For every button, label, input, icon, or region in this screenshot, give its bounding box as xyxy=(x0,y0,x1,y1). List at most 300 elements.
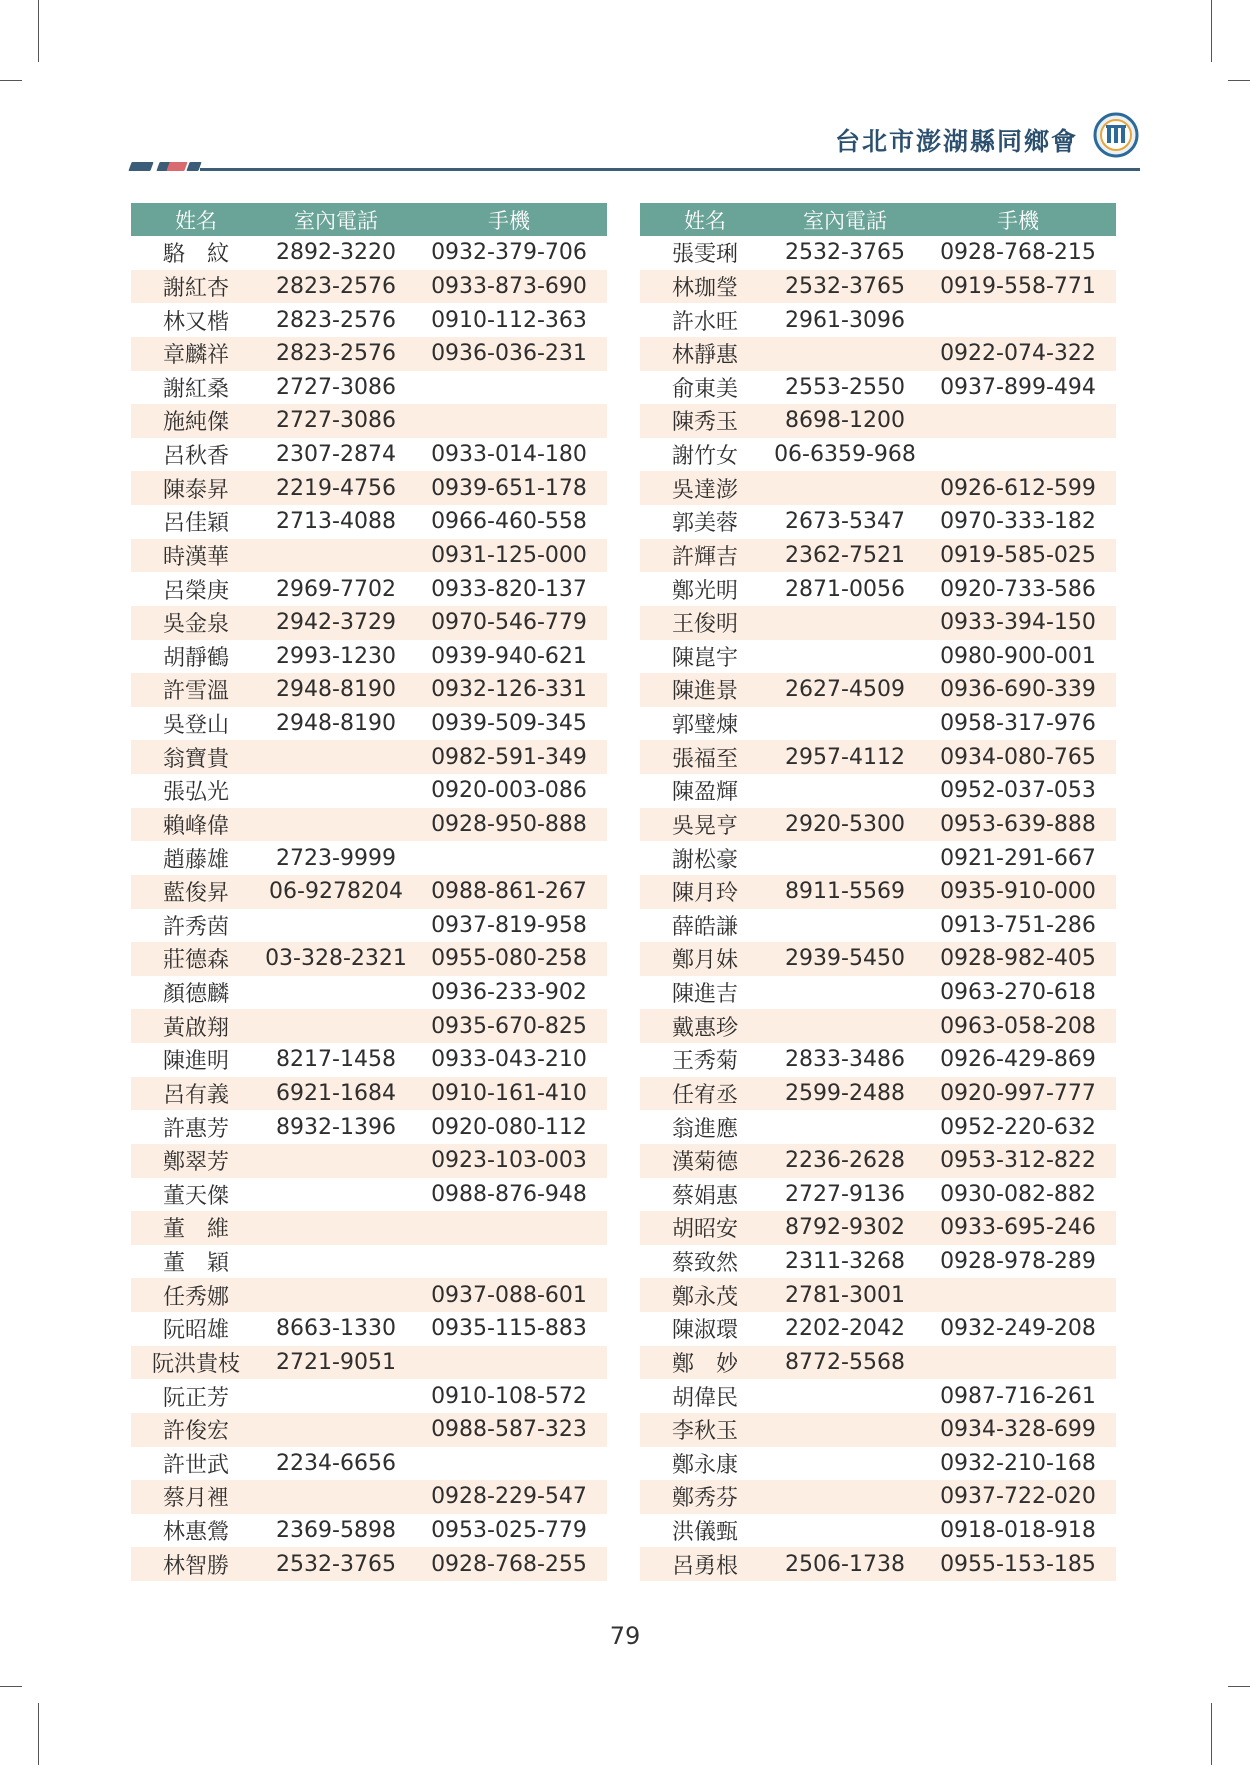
member-name-cell: 王秀菊 xyxy=(640,1043,770,1077)
home-phone-cell: 2942-3729 xyxy=(261,606,411,640)
member-name-cell: 阮正芳 xyxy=(131,1379,261,1413)
home-phone-cell xyxy=(261,1245,411,1279)
table-row xyxy=(131,1379,607,1413)
mobile-phone-cell: 0910-108-572 xyxy=(411,1379,607,1413)
member-name-cell: 黃啟翔 xyxy=(131,1009,261,1043)
mobile-phone-cell: 0933-820-137 xyxy=(411,572,607,606)
table-row xyxy=(131,673,607,707)
table-row xyxy=(131,1547,607,1581)
home-phone-cell: 2219-4756 xyxy=(261,471,411,505)
home-phone-cell: 2307-2874 xyxy=(261,438,411,472)
table-row xyxy=(640,1547,1116,1581)
home-phone-cell xyxy=(770,1110,920,1144)
home-phone-cell: 2369-5898 xyxy=(261,1514,411,1548)
member-name-cell: 吳晃亨 xyxy=(640,808,770,842)
member-name-cell: 許俊宏 xyxy=(131,1413,261,1447)
mobile-phone-cell xyxy=(920,303,1116,337)
mobile-phone-cell: 0953-025-779 xyxy=(411,1514,607,1548)
table-row xyxy=(640,1245,1116,1279)
member-name-cell: 許水旺 xyxy=(640,303,770,337)
mobile-phone-cell xyxy=(411,841,607,875)
table-row xyxy=(640,875,1116,909)
member-name-cell: 藍俊昇 xyxy=(131,875,261,909)
table-row xyxy=(131,1009,607,1043)
home-phone-cell xyxy=(261,1144,411,1178)
member-name-cell: 顏德麟 xyxy=(131,976,261,1010)
mobile-phone-cell: 0928-978-289 xyxy=(920,1245,1116,1279)
member-name-cell: 任宥丞 xyxy=(640,1077,770,1111)
mobile-phone-cell: 0933-695-246 xyxy=(920,1211,1116,1245)
member-name-cell: 許惠芳 xyxy=(131,1110,261,1144)
table-row xyxy=(640,270,1116,304)
mobile-phone-cell: 0988-861-267 xyxy=(411,875,607,909)
table-row xyxy=(640,1077,1116,1111)
member-name-cell: 胡偉民 xyxy=(640,1379,770,1413)
column-header-phone: 室內電話 xyxy=(770,203,920,236)
mobile-phone-cell xyxy=(411,371,607,405)
table-row xyxy=(640,707,1116,741)
home-phone-cell xyxy=(770,909,920,943)
mobile-phone-cell: 0933-043-210 xyxy=(411,1043,607,1077)
table-row xyxy=(131,909,607,943)
table-row xyxy=(640,438,1116,472)
table-row xyxy=(131,1144,607,1178)
home-phone-cell: 8217-1458 xyxy=(261,1043,411,1077)
home-phone-cell xyxy=(770,976,920,1010)
member-name-cell: 吳金泉 xyxy=(131,606,261,640)
mobile-phone-cell: 0920-997-777 xyxy=(920,1077,1116,1111)
home-phone-cell xyxy=(770,471,920,505)
table-row xyxy=(131,1178,607,1212)
mobile-phone-cell: 0934-080-765 xyxy=(920,740,1116,774)
member-name-cell: 許雪溫 xyxy=(131,673,261,707)
home-phone-cell: 2823-2576 xyxy=(261,270,411,304)
table-row xyxy=(131,572,607,606)
crop-mark xyxy=(1211,1703,1212,1765)
mobile-phone-cell: 0921-291-667 xyxy=(920,841,1116,875)
header-stripe xyxy=(128,162,153,171)
mobile-phone-cell: 0933-394-150 xyxy=(920,606,1116,640)
table-row xyxy=(640,539,1116,573)
table-row xyxy=(640,740,1116,774)
table-row xyxy=(131,1278,607,1312)
mobile-phone-cell: 0928-950-888 xyxy=(411,808,607,842)
table-row xyxy=(640,774,1116,808)
table-row xyxy=(640,1312,1116,1346)
member-name-cell: 陳泰昇 xyxy=(131,471,261,505)
member-name-cell: 鄭光明 xyxy=(640,572,770,606)
home-phone-cell: 8792-9302 xyxy=(770,1211,920,1245)
home-phone-cell: 2969-7702 xyxy=(261,572,411,606)
member-name-cell: 陳進吉 xyxy=(640,976,770,1010)
table-row xyxy=(131,236,607,270)
mobile-phone-cell: 0939-940-621 xyxy=(411,640,607,674)
table-row xyxy=(131,1110,607,1144)
mobile-phone-cell: 0932-210-168 xyxy=(920,1447,1116,1481)
member-name-cell: 林智勝 xyxy=(131,1547,261,1581)
mobile-phone-cell: 0932-249-208 xyxy=(920,1312,1116,1346)
member-name-cell: 阮昭雄 xyxy=(131,1312,261,1346)
home-phone-cell: 2234-6656 xyxy=(261,1447,411,1481)
home-phone-cell: 2553-2550 xyxy=(770,371,920,405)
mobile-phone-cell: 0982-591-349 xyxy=(411,740,607,774)
member-name-cell: 胡靜鶴 xyxy=(131,640,261,674)
table-row xyxy=(640,673,1116,707)
home-phone-cell xyxy=(261,1413,411,1447)
column-header-phone: 室內電話 xyxy=(261,203,411,236)
mobile-phone-cell: 0953-312-822 xyxy=(920,1144,1116,1178)
member-table-left xyxy=(131,203,607,1581)
mobile-phone-cell: 0939-509-345 xyxy=(411,707,607,741)
home-phone-cell xyxy=(770,1009,920,1043)
home-phone-cell: 2920-5300 xyxy=(770,808,920,842)
home-phone-cell xyxy=(261,740,411,774)
home-phone-cell xyxy=(770,841,920,875)
table-row xyxy=(131,1077,607,1111)
mobile-phone-cell: 0928-768-215 xyxy=(920,236,1116,270)
table-row xyxy=(640,909,1116,943)
table-row xyxy=(640,1480,1116,1514)
column-header-mobile: 手機 xyxy=(411,203,607,236)
table-row xyxy=(640,1514,1116,1548)
home-phone-cell: 8932-1396 xyxy=(261,1110,411,1144)
home-phone-cell xyxy=(261,909,411,943)
home-phone-cell: 2599-2488 xyxy=(770,1077,920,1111)
member-name-cell: 張弘光 xyxy=(131,774,261,808)
mobile-phone-cell: 0936-690-339 xyxy=(920,673,1116,707)
home-phone-cell: 2506-1738 xyxy=(770,1547,920,1581)
home-phone-cell: 2957-4112 xyxy=(770,740,920,774)
home-phone-cell xyxy=(261,976,411,1010)
member-name-cell: 俞東美 xyxy=(640,371,770,405)
home-phone-cell: 8911-5569 xyxy=(770,875,920,909)
home-phone-cell: 2202-2042 xyxy=(770,1312,920,1346)
mobile-phone-cell: 0930-082-882 xyxy=(920,1178,1116,1212)
mobile-phone-cell: 0932-379-706 xyxy=(411,236,607,270)
member-name-cell: 謝松豪 xyxy=(640,841,770,875)
home-phone-cell xyxy=(261,774,411,808)
table-row xyxy=(640,1346,1116,1380)
member-name-cell: 張福至 xyxy=(640,740,770,774)
mobile-phone-cell: 0920-080-112 xyxy=(411,1110,607,1144)
table-row xyxy=(640,505,1116,539)
member-name-cell: 薛皓謙 xyxy=(640,909,770,943)
member-name-cell: 吳登山 xyxy=(131,707,261,741)
mobile-phone-cell: 0963-058-208 xyxy=(920,1009,1116,1043)
member-name-cell: 阮洪貴枝 xyxy=(131,1346,261,1380)
table-row xyxy=(131,875,607,909)
home-phone-cell: 2892-3220 xyxy=(261,236,411,270)
member-name-cell: 鄭月妹 xyxy=(640,942,770,976)
mobile-phone-cell: 0937-088-601 xyxy=(411,1278,607,1312)
table-row xyxy=(131,976,607,1010)
member-name-cell: 陳秀玉 xyxy=(640,404,770,438)
mobile-phone-cell: 0932-126-331 xyxy=(411,673,607,707)
table-row xyxy=(640,942,1116,976)
home-phone-cell xyxy=(261,1009,411,1043)
home-phone-cell: 2823-2576 xyxy=(261,303,411,337)
mobile-phone-cell: 0922-074-322 xyxy=(920,337,1116,371)
table-row xyxy=(131,841,607,875)
member-name-cell: 翁進應 xyxy=(640,1110,770,1144)
member-name-cell: 董 維 xyxy=(131,1211,261,1245)
column-header-name: 姓名 xyxy=(640,203,770,236)
home-phone-cell: 2961-3096 xyxy=(770,303,920,337)
member-name-cell: 任秀娜 xyxy=(131,1278,261,1312)
mobile-phone-cell: 0918-018-918 xyxy=(920,1514,1116,1548)
table-row xyxy=(640,1413,1116,1447)
home-phone-cell xyxy=(770,1514,920,1548)
mobile-phone-cell xyxy=(411,1245,607,1279)
mobile-phone-cell xyxy=(920,1278,1116,1312)
home-phone-cell xyxy=(770,640,920,674)
table-row xyxy=(131,539,607,573)
table-row xyxy=(640,976,1116,1010)
member-name-cell: 蔡致然 xyxy=(640,1245,770,1279)
home-phone-cell: 8772-5568 xyxy=(770,1346,920,1380)
mobile-phone-cell: 0970-546-779 xyxy=(411,606,607,640)
table-row xyxy=(640,1144,1116,1178)
member-name-cell: 章麟祥 xyxy=(131,337,261,371)
member-name-cell: 林珈瑩 xyxy=(640,270,770,304)
page-number: 79 xyxy=(609,1622,641,1650)
table-row xyxy=(640,337,1116,371)
table-row xyxy=(640,1447,1116,1481)
member-name-cell: 鄭翠芳 xyxy=(131,1144,261,1178)
home-phone-cell xyxy=(770,1379,920,1413)
table-row xyxy=(131,1312,607,1346)
crop-mark xyxy=(1211,0,1212,62)
home-phone-cell: 2532-3765 xyxy=(261,1547,411,1581)
table-row xyxy=(131,1413,607,1447)
member-name-cell: 戴惠珍 xyxy=(640,1009,770,1043)
page-header-title: 台北市澎湖縣同鄉會 xyxy=(834,127,1078,156)
mobile-phone-cell: 0970-333-182 xyxy=(920,505,1116,539)
crop-mark xyxy=(0,1686,22,1687)
member-name-cell: 董天傑 xyxy=(131,1178,261,1212)
member-name-cell: 趙藤雄 xyxy=(131,841,261,875)
member-name-cell: 陳淑環 xyxy=(640,1312,770,1346)
member-name-cell: 呂佳穎 xyxy=(131,505,261,539)
home-phone-cell: 2713-4088 xyxy=(261,505,411,539)
table-row xyxy=(640,236,1116,270)
crop-mark xyxy=(1228,80,1250,81)
member-name-cell: 呂有義 xyxy=(131,1077,261,1111)
mobile-phone-cell: 0955-080-258 xyxy=(411,942,607,976)
member-name-cell: 郭璧煉 xyxy=(640,707,770,741)
member-name-cell: 施純傑 xyxy=(131,404,261,438)
home-phone-cell: 2627-4509 xyxy=(770,673,920,707)
member-name-cell: 林靜惠 xyxy=(640,337,770,371)
home-phone-cell: 2721-9051 xyxy=(261,1346,411,1380)
crop-mark xyxy=(0,80,22,81)
home-phone-cell: 06-9278204 xyxy=(261,875,411,909)
home-phone-cell: 06-6359-968 xyxy=(770,438,920,472)
home-phone-cell xyxy=(261,1480,411,1514)
mobile-phone-cell: 0936-233-902 xyxy=(411,976,607,1010)
column-header-mobile: 手機 xyxy=(920,203,1116,236)
home-phone-cell: 2833-3486 xyxy=(770,1043,920,1077)
mobile-phone-cell: 0910-112-363 xyxy=(411,303,607,337)
home-phone-cell: 2727-3086 xyxy=(261,371,411,405)
member-name-cell: 陳進明 xyxy=(131,1043,261,1077)
mobile-phone-cell: 0926-612-599 xyxy=(920,471,1116,505)
table-row xyxy=(640,1178,1116,1212)
table-row xyxy=(640,1110,1116,1144)
mobile-phone-cell: 0920-733-586 xyxy=(920,572,1116,606)
table-row xyxy=(640,572,1116,606)
table-row xyxy=(131,707,607,741)
home-phone-cell xyxy=(261,808,411,842)
header-rule xyxy=(200,168,1140,171)
table-row xyxy=(131,1480,607,1514)
home-phone-cell: 2993-1230 xyxy=(261,640,411,674)
table-row xyxy=(640,606,1116,640)
mobile-phone-cell: 0963-270-618 xyxy=(920,976,1116,1010)
home-phone-cell: 2727-9136 xyxy=(770,1178,920,1212)
table-row xyxy=(131,1346,607,1380)
home-phone-cell: 2723-9999 xyxy=(261,841,411,875)
member-name-cell: 翁寶貴 xyxy=(131,740,261,774)
home-phone-cell xyxy=(261,1178,411,1212)
table-row xyxy=(640,841,1116,875)
mobile-phone-cell xyxy=(920,1346,1116,1380)
home-phone-cell: 2948-8190 xyxy=(261,707,411,741)
home-phone-cell: 2236-2628 xyxy=(770,1144,920,1178)
member-name-cell: 陳進景 xyxy=(640,673,770,707)
table-row xyxy=(131,740,607,774)
mobile-phone-cell: 0920-003-086 xyxy=(411,774,607,808)
home-phone-cell: 2871-0056 xyxy=(770,572,920,606)
member-name-cell: 鄭 妙 xyxy=(640,1346,770,1380)
member-name-cell: 謝竹女 xyxy=(640,438,770,472)
mobile-phone-cell: 0935-670-825 xyxy=(411,1009,607,1043)
table-row xyxy=(640,471,1116,505)
member-name-cell: 陳盈輝 xyxy=(640,774,770,808)
member-name-cell: 許秀茵 xyxy=(131,909,261,943)
mobile-phone-cell: 0939-651-178 xyxy=(411,471,607,505)
member-name-cell: 陳崑宇 xyxy=(640,640,770,674)
table-row xyxy=(640,1009,1116,1043)
member-name-cell: 許世武 xyxy=(131,1447,261,1481)
member-name-cell: 林又楷 xyxy=(131,303,261,337)
table-row xyxy=(131,1447,607,1481)
mobile-phone-cell: 0952-220-632 xyxy=(920,1110,1116,1144)
home-phone-cell xyxy=(770,707,920,741)
table-row xyxy=(640,808,1116,842)
table-row xyxy=(131,1514,607,1548)
table-row xyxy=(131,606,607,640)
mobile-phone-cell xyxy=(411,1447,607,1481)
table-row xyxy=(131,1211,607,1245)
mobile-phone-cell: 0937-899-494 xyxy=(920,371,1116,405)
mobile-phone-cell: 0926-429-869 xyxy=(920,1043,1116,1077)
home-phone-cell: 6921-1684 xyxy=(261,1077,411,1111)
member-name-cell: 漢菊德 xyxy=(640,1144,770,1178)
member-name-cell: 陳月玲 xyxy=(640,875,770,909)
member-name-cell: 呂秋香 xyxy=(131,438,261,472)
table-row xyxy=(131,1245,607,1279)
home-phone-cell: 8698-1200 xyxy=(770,404,920,438)
member-name-cell: 謝紅杏 xyxy=(131,270,261,304)
member-name-cell: 莊德森 xyxy=(131,942,261,976)
home-phone-cell: 2823-2576 xyxy=(261,337,411,371)
member-name-cell: 董 穎 xyxy=(131,1245,261,1279)
member-name-cell: 蔡娟惠 xyxy=(640,1178,770,1212)
mobile-phone-cell xyxy=(920,404,1116,438)
table-row xyxy=(131,438,607,472)
home-phone-cell: 2727-3086 xyxy=(261,404,411,438)
table-row xyxy=(131,1043,607,1077)
home-phone-cell: 2311-3268 xyxy=(770,1245,920,1279)
home-phone-cell xyxy=(261,1379,411,1413)
table-row xyxy=(640,404,1116,438)
home-phone-cell: 2948-8190 xyxy=(261,673,411,707)
home-phone-cell: 2939-5450 xyxy=(770,942,920,976)
member-name-cell: 鄭秀芬 xyxy=(640,1480,770,1514)
table-row xyxy=(640,1211,1116,1245)
member-name-cell: 洪儀甄 xyxy=(640,1514,770,1548)
mobile-phone-cell xyxy=(920,438,1116,472)
member-name-cell: 鄭永茂 xyxy=(640,1278,770,1312)
member-name-cell: 吳達澎 xyxy=(640,471,770,505)
table-row xyxy=(131,774,607,808)
member-name-cell: 張雯琍 xyxy=(640,236,770,270)
home-phone-cell xyxy=(261,1211,411,1245)
mobile-phone-cell: 0910-161-410 xyxy=(411,1077,607,1111)
mobile-phone-cell: 0987-716-261 xyxy=(920,1379,1116,1413)
table-header-row xyxy=(640,203,1116,236)
home-phone-cell: 8663-1330 xyxy=(261,1312,411,1346)
member-name-cell: 蔡月裡 xyxy=(131,1480,261,1514)
table-row xyxy=(131,371,607,405)
crop-mark xyxy=(38,0,39,62)
mobile-phone-cell: 0952-037-053 xyxy=(920,774,1116,808)
table-row xyxy=(640,371,1116,405)
table-row xyxy=(131,404,607,438)
association-logo-icon xyxy=(1093,112,1139,158)
mobile-phone-cell: 0953-639-888 xyxy=(920,808,1116,842)
member-name-cell: 呂勇根 xyxy=(640,1547,770,1581)
mobile-phone-cell: 0980-900-001 xyxy=(920,640,1116,674)
mobile-phone-cell: 0933-014-180 xyxy=(411,438,607,472)
mobile-phone-cell: 0919-558-771 xyxy=(920,270,1116,304)
member-name-cell: 時漢華 xyxy=(131,539,261,573)
member-name-cell: 李秋玉 xyxy=(640,1413,770,1447)
table-row xyxy=(131,303,607,337)
table-row xyxy=(131,640,607,674)
mobile-phone-cell: 0933-873-690 xyxy=(411,270,607,304)
table-row xyxy=(131,270,607,304)
home-phone-cell xyxy=(770,774,920,808)
member-table-right xyxy=(640,203,1116,1581)
mobile-phone-cell: 0919-585-025 xyxy=(920,539,1116,573)
table-row xyxy=(640,1278,1116,1312)
crop-mark xyxy=(38,1703,39,1765)
header-stripe xyxy=(166,162,187,171)
mobile-phone-cell: 0928-229-547 xyxy=(411,1480,607,1514)
mobile-phone-cell: 0923-103-003 xyxy=(411,1144,607,1178)
member-name-cell: 呂榮庚 xyxy=(131,572,261,606)
member-name-cell: 賴峰偉 xyxy=(131,808,261,842)
member-name-cell: 許輝吉 xyxy=(640,539,770,573)
home-phone-cell xyxy=(261,539,411,573)
member-name-cell: 鄭永康 xyxy=(640,1447,770,1481)
mobile-phone-cell: 0935-910-000 xyxy=(920,875,1116,909)
table-row xyxy=(640,1379,1116,1413)
table-row xyxy=(640,1043,1116,1077)
mobile-phone-cell: 0988-587-323 xyxy=(411,1413,607,1447)
